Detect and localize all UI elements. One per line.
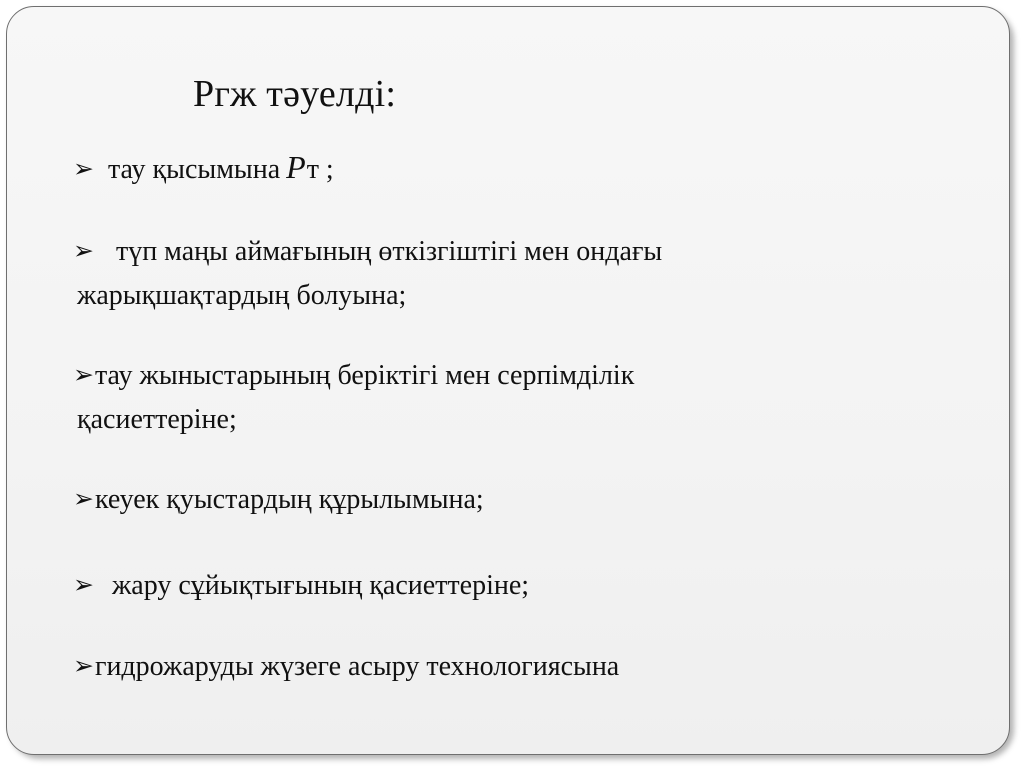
- arrowhead-bullet-icon: ➢: [73, 486, 94, 513]
- bullet-item-rock-pressure: [73, 147, 334, 192]
- bullet-text: тау қысымына: [107, 154, 281, 185]
- bullet-text: гидрожаруды жүзеге асыру технологиясына: [94, 651, 620, 682]
- pressure-symbol: P: [286, 149, 306, 185]
- slide-frame: [6, 6, 1010, 755]
- bullet-item-fracturing-fluid: [73, 563, 529, 608]
- bullet-item-pore-structure: [73, 477, 484, 522]
- arrowhead-bullet-icon: ➢: [73, 238, 94, 265]
- arrowhead-bullet-icon: ➢: [73, 572, 94, 599]
- bullet-item-technology: [73, 644, 619, 689]
- bullet-continuation: қасиеттеріне;: [77, 404, 237, 435]
- bullet-text: кеуек қуыстардың құрылымына;: [94, 484, 484, 515]
- bullet-text: жару сұйықтығының қасиеттеріне;: [111, 570, 530, 601]
- slide-title: Ргж тәуелді:: [193, 73, 397, 115]
- arrowhead-bullet-icon: ➢: [73, 653, 94, 680]
- arrowhead-bullet-icon: ➢: [73, 156, 94, 183]
- bullet-text: тау жыныстарының беріктігі мен серпімділік: [94, 360, 635, 391]
- bullet-text-suffix: т ;: [306, 154, 334, 185]
- bullet-item-rock-strength: [73, 353, 634, 398]
- arrowhead-bullet-icon: ➢: [73, 362, 94, 389]
- bullet-text: түп маңы аймағының өткізгіштігі мен ондағы: [115, 236, 663, 267]
- bullet-continuation: жарықшақтардың болуына;: [77, 280, 407, 311]
- bullet-item-near-wellbore: [73, 229, 662, 274]
